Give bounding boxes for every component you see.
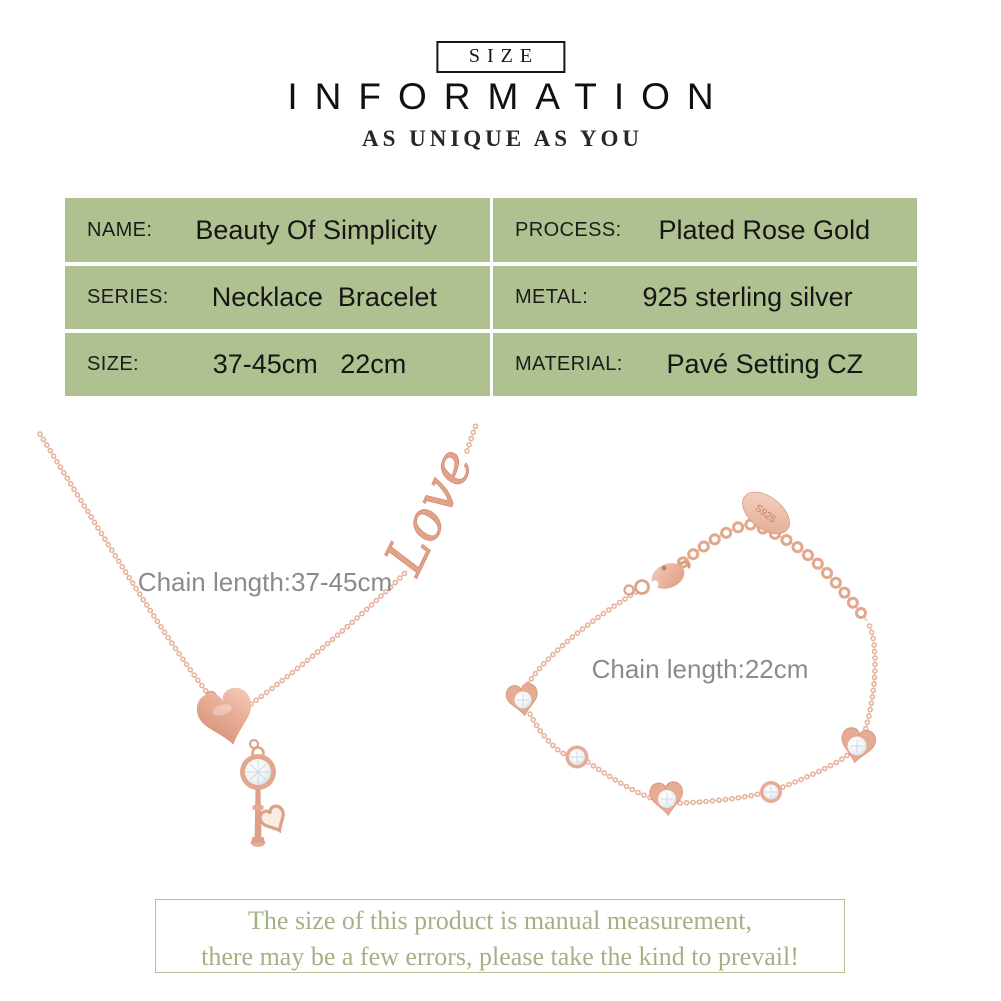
spec-cell-size [65, 333, 490, 396]
spec-cell-material [493, 333, 917, 396]
spec-cell-series [65, 266, 490, 329]
bracelet-heart-stone [505, 682, 540, 717]
spec-label: NAME: [87, 218, 153, 241]
spec-value: 37-45cm 22cm [212, 349, 407, 379]
bracelet-heart-stone [649, 781, 684, 817]
necklace-caption: Chain length:37-45cm [137, 567, 393, 597]
spec-label: METAL: [515, 286, 589, 308]
bracelet-chain [524, 592, 875, 803]
necklace-photo [30, 420, 490, 880]
key-pendant [240, 740, 290, 847]
note-line-2: there may be a few errors, please take the kind to prevail! [201, 942, 799, 971]
lobster-clasp-icon [625, 559, 690, 595]
page-subtitle: AS UNIQUE AS YOU [361, 126, 644, 151]
love-script: Love [372, 438, 487, 584]
size-badge-text: SIZE [468, 45, 540, 67]
spec-label: PROCESS: [515, 218, 622, 241]
size-badge [436, 41, 565, 73]
spec-label: MATERIAL: [515, 353, 623, 375]
spec-cell-name [65, 198, 490, 262]
spec-table [65, 198, 917, 396]
spec-value: Beauty Of Simplicity [195, 214, 437, 245]
spec-cell-process [493, 198, 917, 262]
spec-value: 925 sterling silver [642, 282, 853, 312]
s925-tag-text: S925 [752, 502, 778, 526]
page-title: INFORMATION [287, 76, 731, 117]
spec-value: Plated Rose Gold [658, 214, 871, 245]
spec-label: SIZE: [87, 353, 140, 375]
bracelet-photo [490, 440, 970, 880]
note-line-1: The size of this product is manual measurement, [248, 906, 752, 935]
spec-cell-metal [493, 266, 917, 329]
bracelet-round-stone [760, 781, 782, 803]
spec-label: SERIES: [87, 286, 169, 308]
spec-value: Necklace Bracelet [211, 282, 437, 312]
bracelet-extension-chain [673, 524, 867, 621]
necklace-chain-left [40, 434, 206, 691]
spec-value: Pavé Setting CZ [666, 349, 864, 379]
bracelet-round-stone [566, 746, 589, 769]
measurement-note-box [155, 899, 845, 973]
bracelet-caption: Chain length:22cm [591, 654, 809, 684]
